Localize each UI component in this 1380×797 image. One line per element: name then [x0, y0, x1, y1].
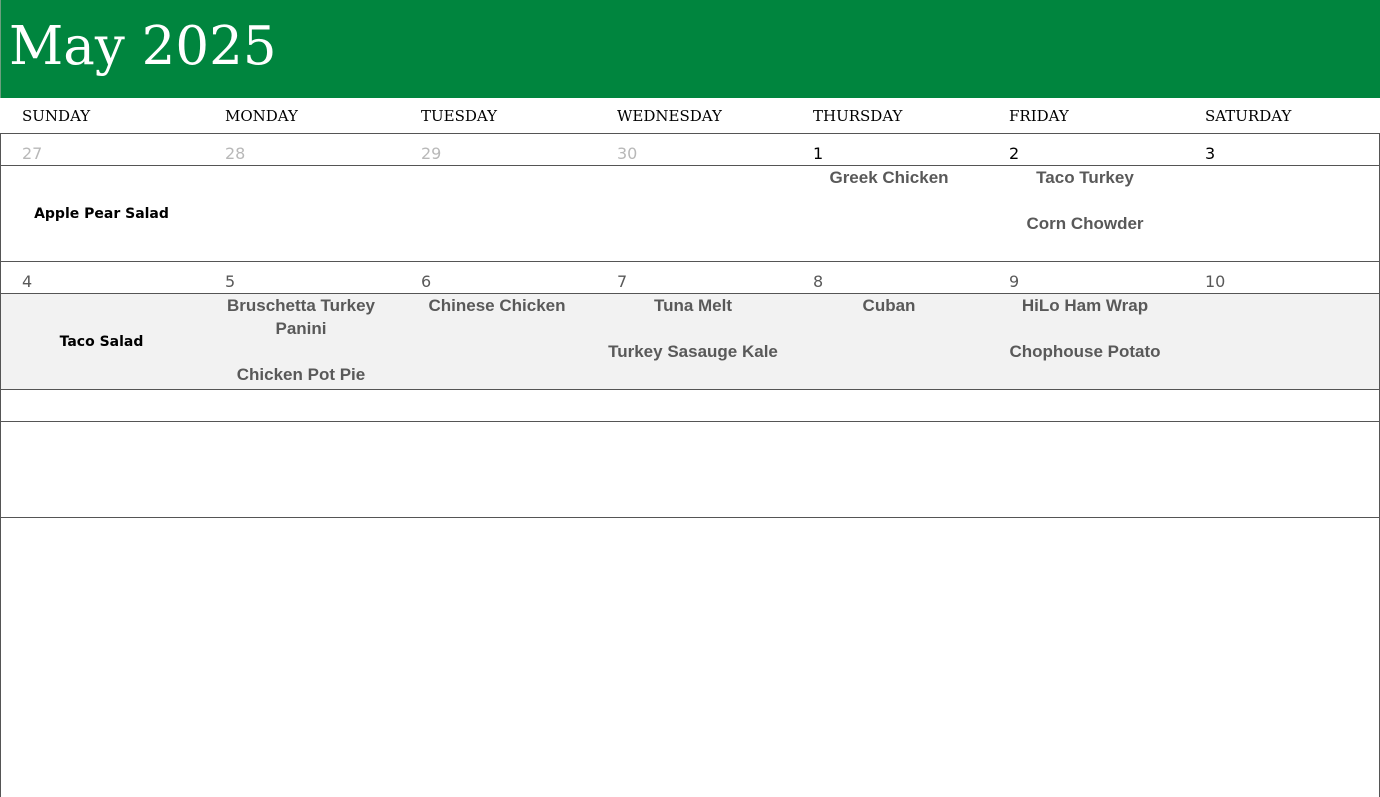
day-cell-wednesday — [595, 166, 791, 261]
menu-item: Tuna Melt — [653, 296, 733, 315]
date-number: 4 — [22, 272, 33, 291]
day-cell-wednesday — [595, 294, 791, 389]
day-cell-thursday — [791, 166, 987, 261]
weekday-label-sunday: SUNDAY — [22, 107, 91, 125]
month-banner — [0, 0, 1380, 98]
menu-item: Chinese Chicken — [428, 296, 566, 315]
calendar-grid — [0, 134, 1380, 797]
day-cell-tuesday — [399, 294, 595, 389]
weekday-label-tuesday: TUESDAY — [421, 107, 498, 125]
week-row — [0, 422, 1380, 518]
salad-special: Apple Pear Salad — [34, 205, 169, 222]
date-number: 30 — [617, 144, 638, 163]
menu-item: Cuban — [862, 296, 916, 315]
day-cell-saturday — [1183, 166, 1380, 261]
day-cell-tuesday — [399, 166, 595, 261]
day-cell-sunday — [0, 294, 203, 389]
day-cell-friday — [987, 166, 1183, 261]
week-row — [0, 166, 1380, 262]
menu-item: Taco Turkey — [1036, 168, 1134, 187]
date-number: 28 — [225, 144, 246, 163]
day-cell-monday — [203, 166, 399, 261]
week-row — [0, 294, 1380, 390]
date-number: 27 — [22, 144, 43, 163]
day-cell-sunday — [0, 166, 203, 261]
month-title: May 2025 — [9, 16, 277, 77]
weekday-label-friday: FRIDAY — [1009, 107, 1069, 125]
date-number: 1 — [813, 144, 824, 163]
date-row — [0, 262, 1380, 294]
weekday-label-wednesday: WEDNESDAY — [617, 107, 722, 125]
date-row — [0, 390, 1380, 422]
weekday-label-monday: MONDAY — [225, 107, 298, 125]
date-number: 29 — [421, 144, 442, 163]
salad-special: Taco Salad — [59, 333, 144, 350]
date-number: 3 — [1205, 144, 1216, 163]
date-number: 8 — [813, 272, 824, 291]
weekday-label-thursday: THURSDAY — [813, 107, 903, 125]
date-number: 6 — [421, 272, 432, 291]
menu-item: Panini — [275, 319, 327, 338]
menu-item: Bruschetta Turkey — [226, 296, 375, 315]
date-number: 10 — [1205, 272, 1226, 291]
weekday-header-row — [0, 98, 1380, 134]
day-cell-thursday — [791, 294, 987, 389]
date-number: 5 — [225, 272, 236, 291]
menu-item: HiLo Ham Wrap — [1021, 296, 1149, 315]
day-cell-friday — [987, 294, 1183, 389]
menu-item: Chophouse Potato — [1009, 342, 1161, 361]
date-number: 7 — [617, 272, 628, 291]
menu-item: Turkey Sasauge Kale — [608, 342, 778, 361]
date-number: 9 — [1009, 272, 1020, 291]
date-number: 2 — [1009, 144, 1020, 163]
menu-item: Chicken Pot Pie — [236, 365, 366, 384]
weekday-label-saturday: SATURDAY — [1205, 107, 1292, 125]
day-cell-saturday — [1183, 294, 1380, 389]
day-cell-monday — [203, 294, 399, 389]
menu-item: Corn Chowder — [1026, 214, 1144, 233]
menu-item: Greek Chicken — [829, 168, 949, 187]
date-row — [0, 134, 1380, 166]
